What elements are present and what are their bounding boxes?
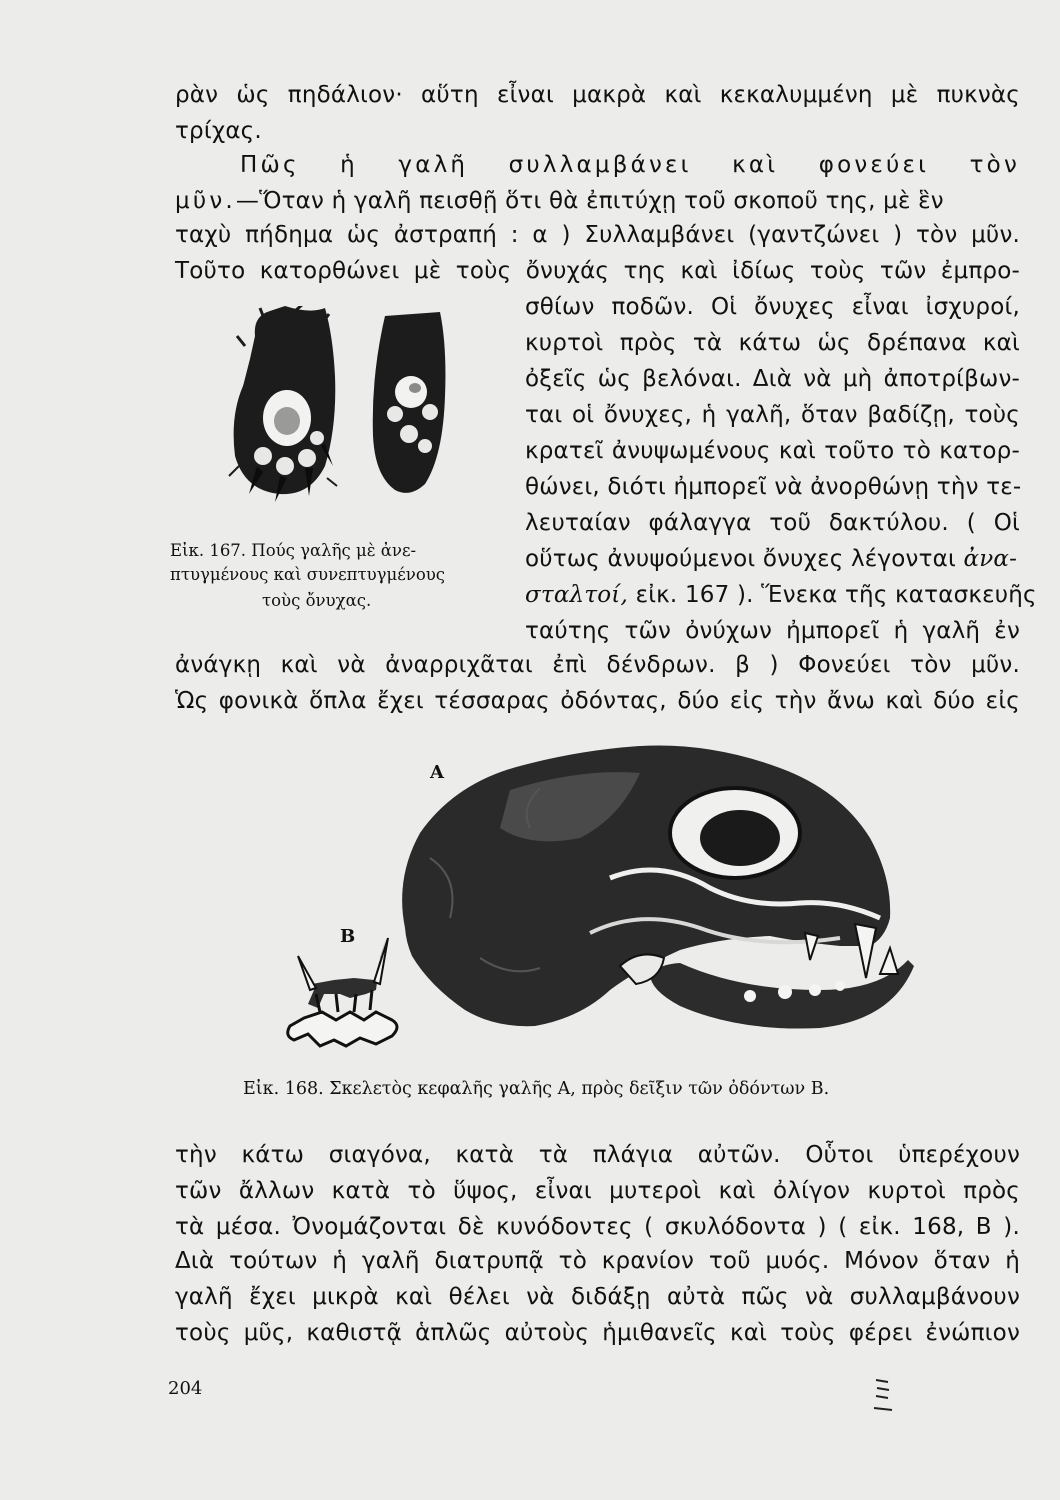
text-line: τρίχας. [175, 118, 262, 144]
text-line: Τοῦτο κατορθώνει μὲ τοὺς ὄνυχάς της καὶ ἰδίως τοὺς τῶν ἐμπρο- [175, 258, 1020, 284]
text-line: Ὡς φονικὰ ὅπλα ἔχει τέσσαρας ὀδόντας, δύο εἰς τὴν ἄνω καὶ δύο εἰς [175, 688, 1020, 714]
text-line [175, 186, 1020, 216]
cat-paws-illustration [225, 306, 460, 506]
text-fragment: εἰκ. 167 ). Ἕνεκα τῆς κατασκευῆς [635, 582, 1037, 608]
text-line: ται οἱ ὄνυχες, ἡ γαλῆ, ὅταν βαδίζῃ, τοὺς [525, 402, 1020, 428]
figure-167-caption-line: τοὺς ὄνυχας. [262, 591, 372, 610]
section-heading: Πῶς ἡ γαλῆ συλλαμβάνει καὶ φονεύει τὸν [240, 152, 1020, 178]
text-line: κυρτοὶ πρὸς τὰ κάτω ὡς δρέπανα καὶ [525, 330, 1020, 356]
text-line: γαλῆ ἔχει μικρὰ καὶ θέλει νὰ διδάξῃ αὐτὰ πῶς νὰ συλλαμβάνουν [175, 1284, 1020, 1310]
text-line: τὴν κάτω σιαγόνα, κατὰ τὰ πλάγια αὐτῶν. Οὗτοι ὑπερέχουν [175, 1142, 1020, 1168]
text-line: θώνει, διότι ἠμπορεῖ νὰ ἀνορθώνῃ τὴν τε- [525, 474, 1022, 500]
text-line: τῶν ἄλλων κατὰ τὸ ὕψος, εἶναι μυτεροὶ καὶ ὀλίγον κυρτοὶ πρὸς [175, 1178, 1020, 1204]
text-line [525, 544, 1017, 574]
text-line [525, 580, 1037, 610]
figure-167-caption-line: πτυγμένους καὶ συνεπτυγμένους [170, 565, 446, 584]
paw-claws-retracted [373, 312, 446, 493]
figure-label-a: Α [430, 762, 444, 783]
text-line: ἀνάγκῃ καὶ νὰ ἀναρριχᾶται ἐπὶ δένδρων. β ) Φονεύει τὸν μῦν. [175, 652, 1020, 678]
cat-skull-illustration [280, 728, 940, 1068]
text-line: τοὺς μῦς, καθιστᾷ ἁπλῶς αὐτοὺς ἡμιθανεῖς καὶ τοὺς φέρει ἐνώπιον [175, 1320, 1020, 1346]
figure-167-caption-line: Εἰκ. 167. Πούς γαλῆς μὲ ἀνε- [170, 541, 417, 560]
text-line: κρατεῖ ἀνυψωμένους καὶ τοῦτο τὸ κατορ- [525, 438, 1020, 464]
text-fragment: οὕτως ἀνυψούμενοι ὄνυχες λέγονται [525, 546, 956, 572]
italic-term: σταλτοί, [525, 582, 629, 608]
text-fragment: —Ὅταν ἡ γαλῆ πεισθῇ ὅτι θὰ ἐπιτύχῃ τοῦ σκοποῦ της, μὲ ἓν [235, 188, 944, 214]
italic-term: ἀνα- [963, 546, 1018, 572]
text-line: ταύτης τῶν ὀνύχων ἠμπορεῖ ἡ γαλῆ ἐν [525, 618, 1020, 644]
cat-teeth-b [288, 938, 397, 1046]
text-line: ταχὺ πήδημα ὡς ἀστραπή : α ) Συλλαμβάνει (γαντζώνει ) τὸν μῦν. [175, 222, 1020, 248]
heading-end: μῦν. [175, 188, 236, 214]
paw-claws-extended [229, 306, 337, 502]
text-line: Διὰ τούτων ἡ γαλῆ διατρυπᾷ τὸ κρανίον τοῦ μυός. Μόνον ὅταν ἡ [175, 1248, 1020, 1274]
text-line: τὰ μέσα. Ὀνομάζονται δὲ κυνόδοντες ( σκυλόδοντα ) ( εἰκ. 168, Β ). [175, 1214, 1020, 1240]
figure-label-b: Β [340, 926, 356, 947]
signature-mark-icon [872, 1376, 894, 1414]
cat-skull-a [402, 745, 914, 1028]
text-line: λευταίαν φάλαγγα τοῦ δακτύλου. ( Οἱ [525, 510, 1020, 536]
text-line: ρὰν ὡς πηδάλιον· αὕτη εἶναι μακρὰ καὶ κεκαλυμμένη μὲ πυκνὰς [175, 82, 1020, 108]
page-number: 204 [168, 1378, 203, 1399]
figure-168-caption: Εἰκ. 168. Σκελετὸς κεφαλῆς γαλῆς Α, πρὸς δεῖξιν τῶν ὀδόντων Β. [243, 1079, 830, 1099]
text-line: ὀξεῖς ὡς βελόναι. Διὰ νὰ μὴ ἀποτρίβων- [525, 366, 1020, 392]
text-line: σθίων ποδῶν. Οἱ ὄνυχες εἶναι ἰσχυροί, [525, 294, 1020, 320]
